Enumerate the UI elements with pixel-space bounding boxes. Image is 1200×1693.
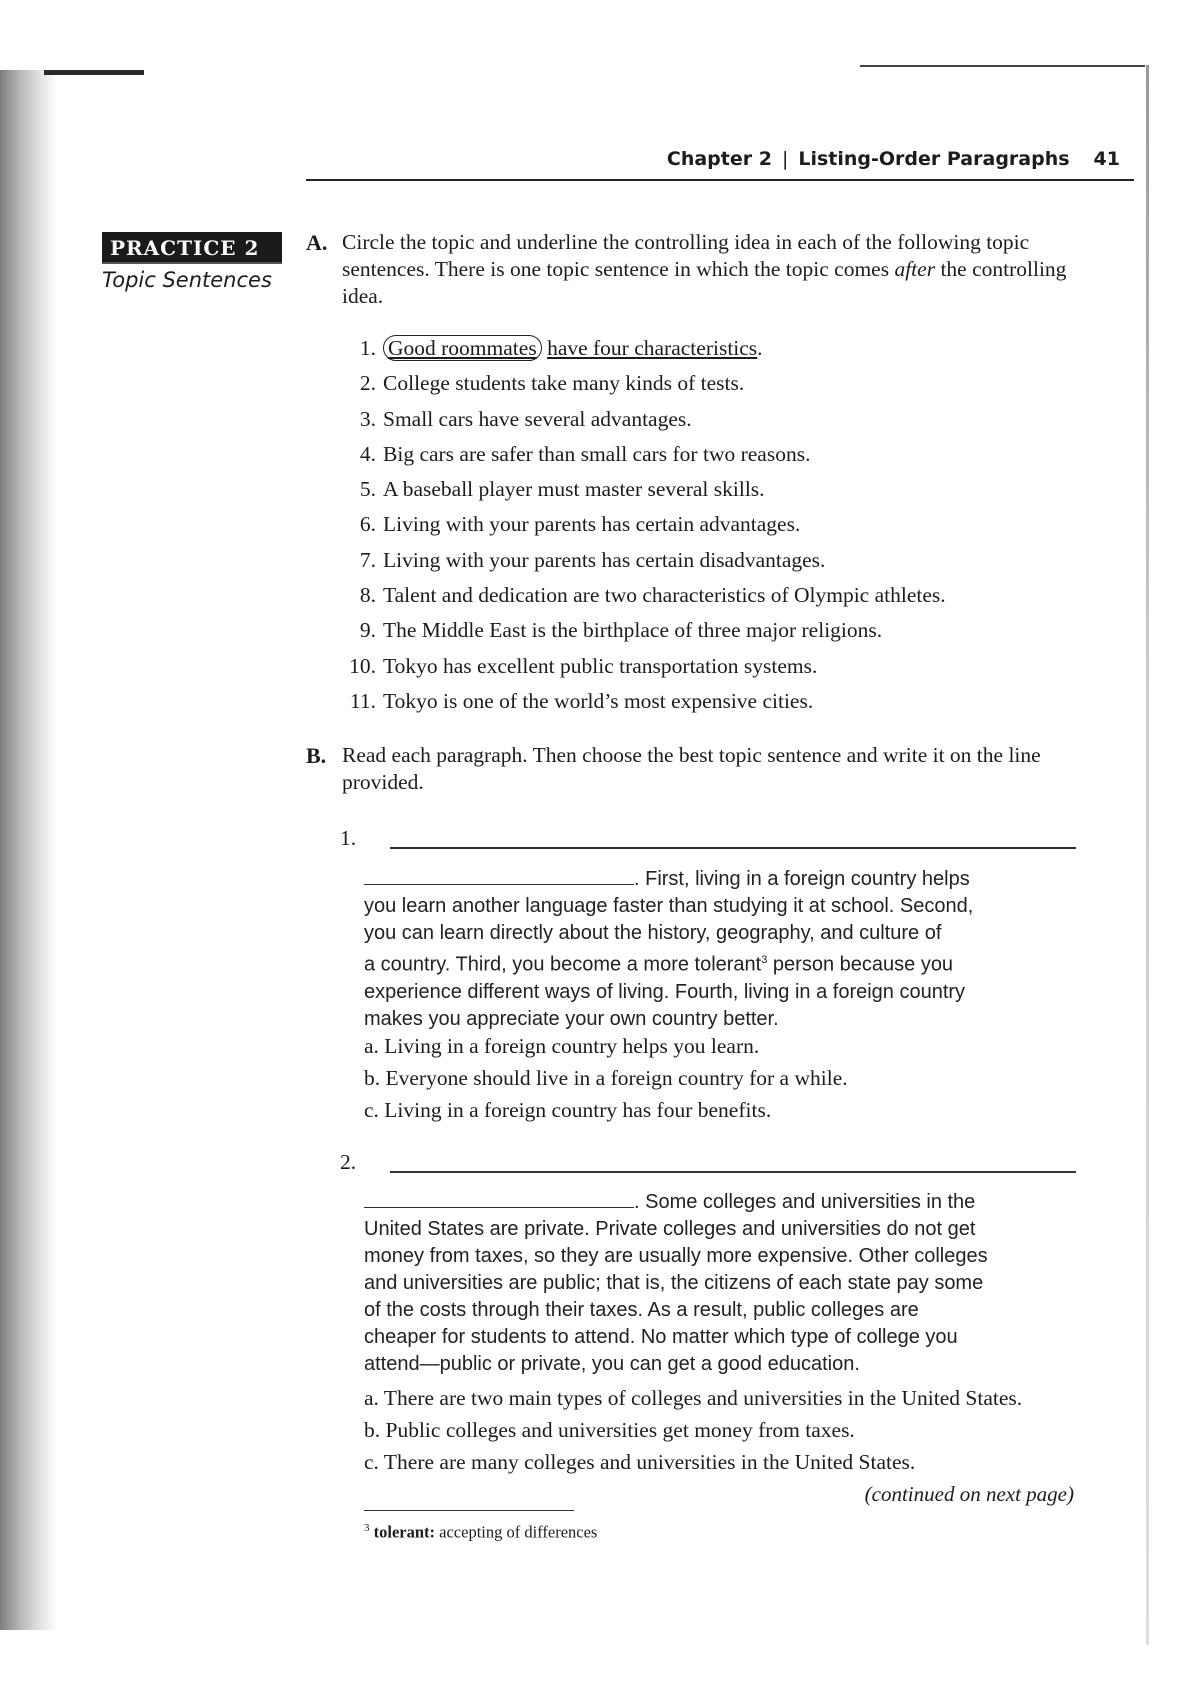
underlined-controlling-idea: have four characteristics — [547, 336, 758, 360]
continued-note: (continued on next page) — [864, 1482, 1074, 1506]
list-item: 1. Good roommates have four characteristics. — [359, 336, 763, 360]
footnote-definition: accepting of differences — [435, 1522, 598, 1542]
question-number: 1. — [340, 826, 357, 850]
list-item: 4. Big cars are safer than small cars for two reasons. — [359, 441, 811, 466]
footnote — [364, 1522, 597, 1543]
header-separator: | — [781, 148, 789, 170]
header-rule — [306, 179, 1134, 181]
inline-blank[interactable] — [364, 1189, 634, 1208]
choice-option[interactable]: c. Living in a foreign country has four benefits. — [364, 1098, 772, 1122]
paragraph-1: . First, living in a foreign country helps you learn another language faster than studying it at school. Second, you can learn directly about the history, geography, and culture of a country. Third, you become a more tolerant$^3$ person because you experience different ways of living. Fourth, living in a foreign country makes you appreciate your own country better. — [364, 868, 974, 1030]
list-item: 10. Tokyo has excellent public transportation systems. — [349, 653, 818, 678]
answer-line[interactable] — [390, 847, 1076, 849]
list-item: 8. Talent and dedication are two characteristics of Olympic athletes. — [359, 583, 946, 608]
choice-option[interactable]: b. Everyone should live in a foreign country for a while. — [364, 1066, 848, 1090]
chapter-label: Chapter 2 — [666, 148, 772, 170]
list-item: 11. Tokyo is one of the world’s most expensive cities. — [349, 688, 814, 713]
choice-option[interactable]: c. There are many colleges and universities in the United States. — [364, 1450, 916, 1474]
list-item: 7. Living with your parents has certain disadvantages. — [359, 547, 826, 572]
list-item: 5. A baseball player must master several skills. — [359, 477, 765, 502]
inline-blank[interactable] — [364, 866, 634, 885]
footnote-term: tolerant: — [373, 1522, 436, 1542]
choice-option[interactable]: a. There are two main types of colleges and universities in the United States. — [364, 1386, 1023, 1410]
choice-option[interactable]: a. Living in a foreign country helps you learn. — [364, 1034, 760, 1058]
emphasis-after: after — [894, 257, 936, 281]
list-item: 2. College students take many kinds of tests. — [359, 371, 745, 396]
part-b-letter: B. — [306, 743, 327, 768]
section-title: Listing-Order Paragraphs — [798, 148, 1070, 170]
part-a-letter: A. — [306, 230, 328, 255]
question-number: 2. — [340, 1150, 357, 1174]
choices-1 — [364, 1030, 848, 1126]
page-number: 41 — [1093, 148, 1120, 170]
answer-line[interactable] — [390, 1171, 1076, 1173]
part-b-instructions: Read each paragraph. Then choose the best topic sentence and write it on the line provided. — [342, 743, 1041, 794]
footnote-rule — [364, 1510, 574, 1511]
list-item: 3. Small cars have several advantages. — [359, 406, 692, 431]
scan-artifact-line — [44, 70, 144, 75]
topic-sentence-list — [334, 336, 1094, 724]
scan-artifact-line — [860, 65, 1145, 67]
part-a-instructions: Circle the topic and underline the controlling idea in each of the following topic sentences. There is one topic sentence in which the topic comes after the controlling idea. — [342, 230, 1067, 308]
paragraph-2: . Some colleges and universities in the United States are private. Private colleges and universities do not get money from taxes, so they are usually more expensive. Other colleges and universities are public; that is, the citizens of each state pay some of the costs through their taxes. As a result, public colleges are cheaper for students to attend. No matter which type of college you attend—public or private, you can get a good education. — [364, 1191, 988, 1375]
footnote-ref: 3 — [761, 954, 768, 966]
scan-artifact-edge — [1146, 65, 1149, 1645]
scan-edge-shadow — [0, 70, 58, 1630]
footnote-marker: 3 — [364, 1522, 370, 1534]
choices-2 — [364, 1382, 1022, 1478]
circled-topic: Good roommates — [383, 335, 542, 361]
choice-option[interactable]: b. Public colleges and universities get money from taxes. — [364, 1418, 855, 1442]
practice-label: PRACTICE 2 — [102, 232, 282, 264]
running-header — [300, 148, 1120, 174]
practice-subtitle: Topic Sentences — [102, 268, 272, 292]
list-item: 9. The Middle East is the birthplace of three major religions. — [359, 618, 883, 643]
list-item: 6. Living with your parents has certain advantages. — [359, 512, 801, 537]
